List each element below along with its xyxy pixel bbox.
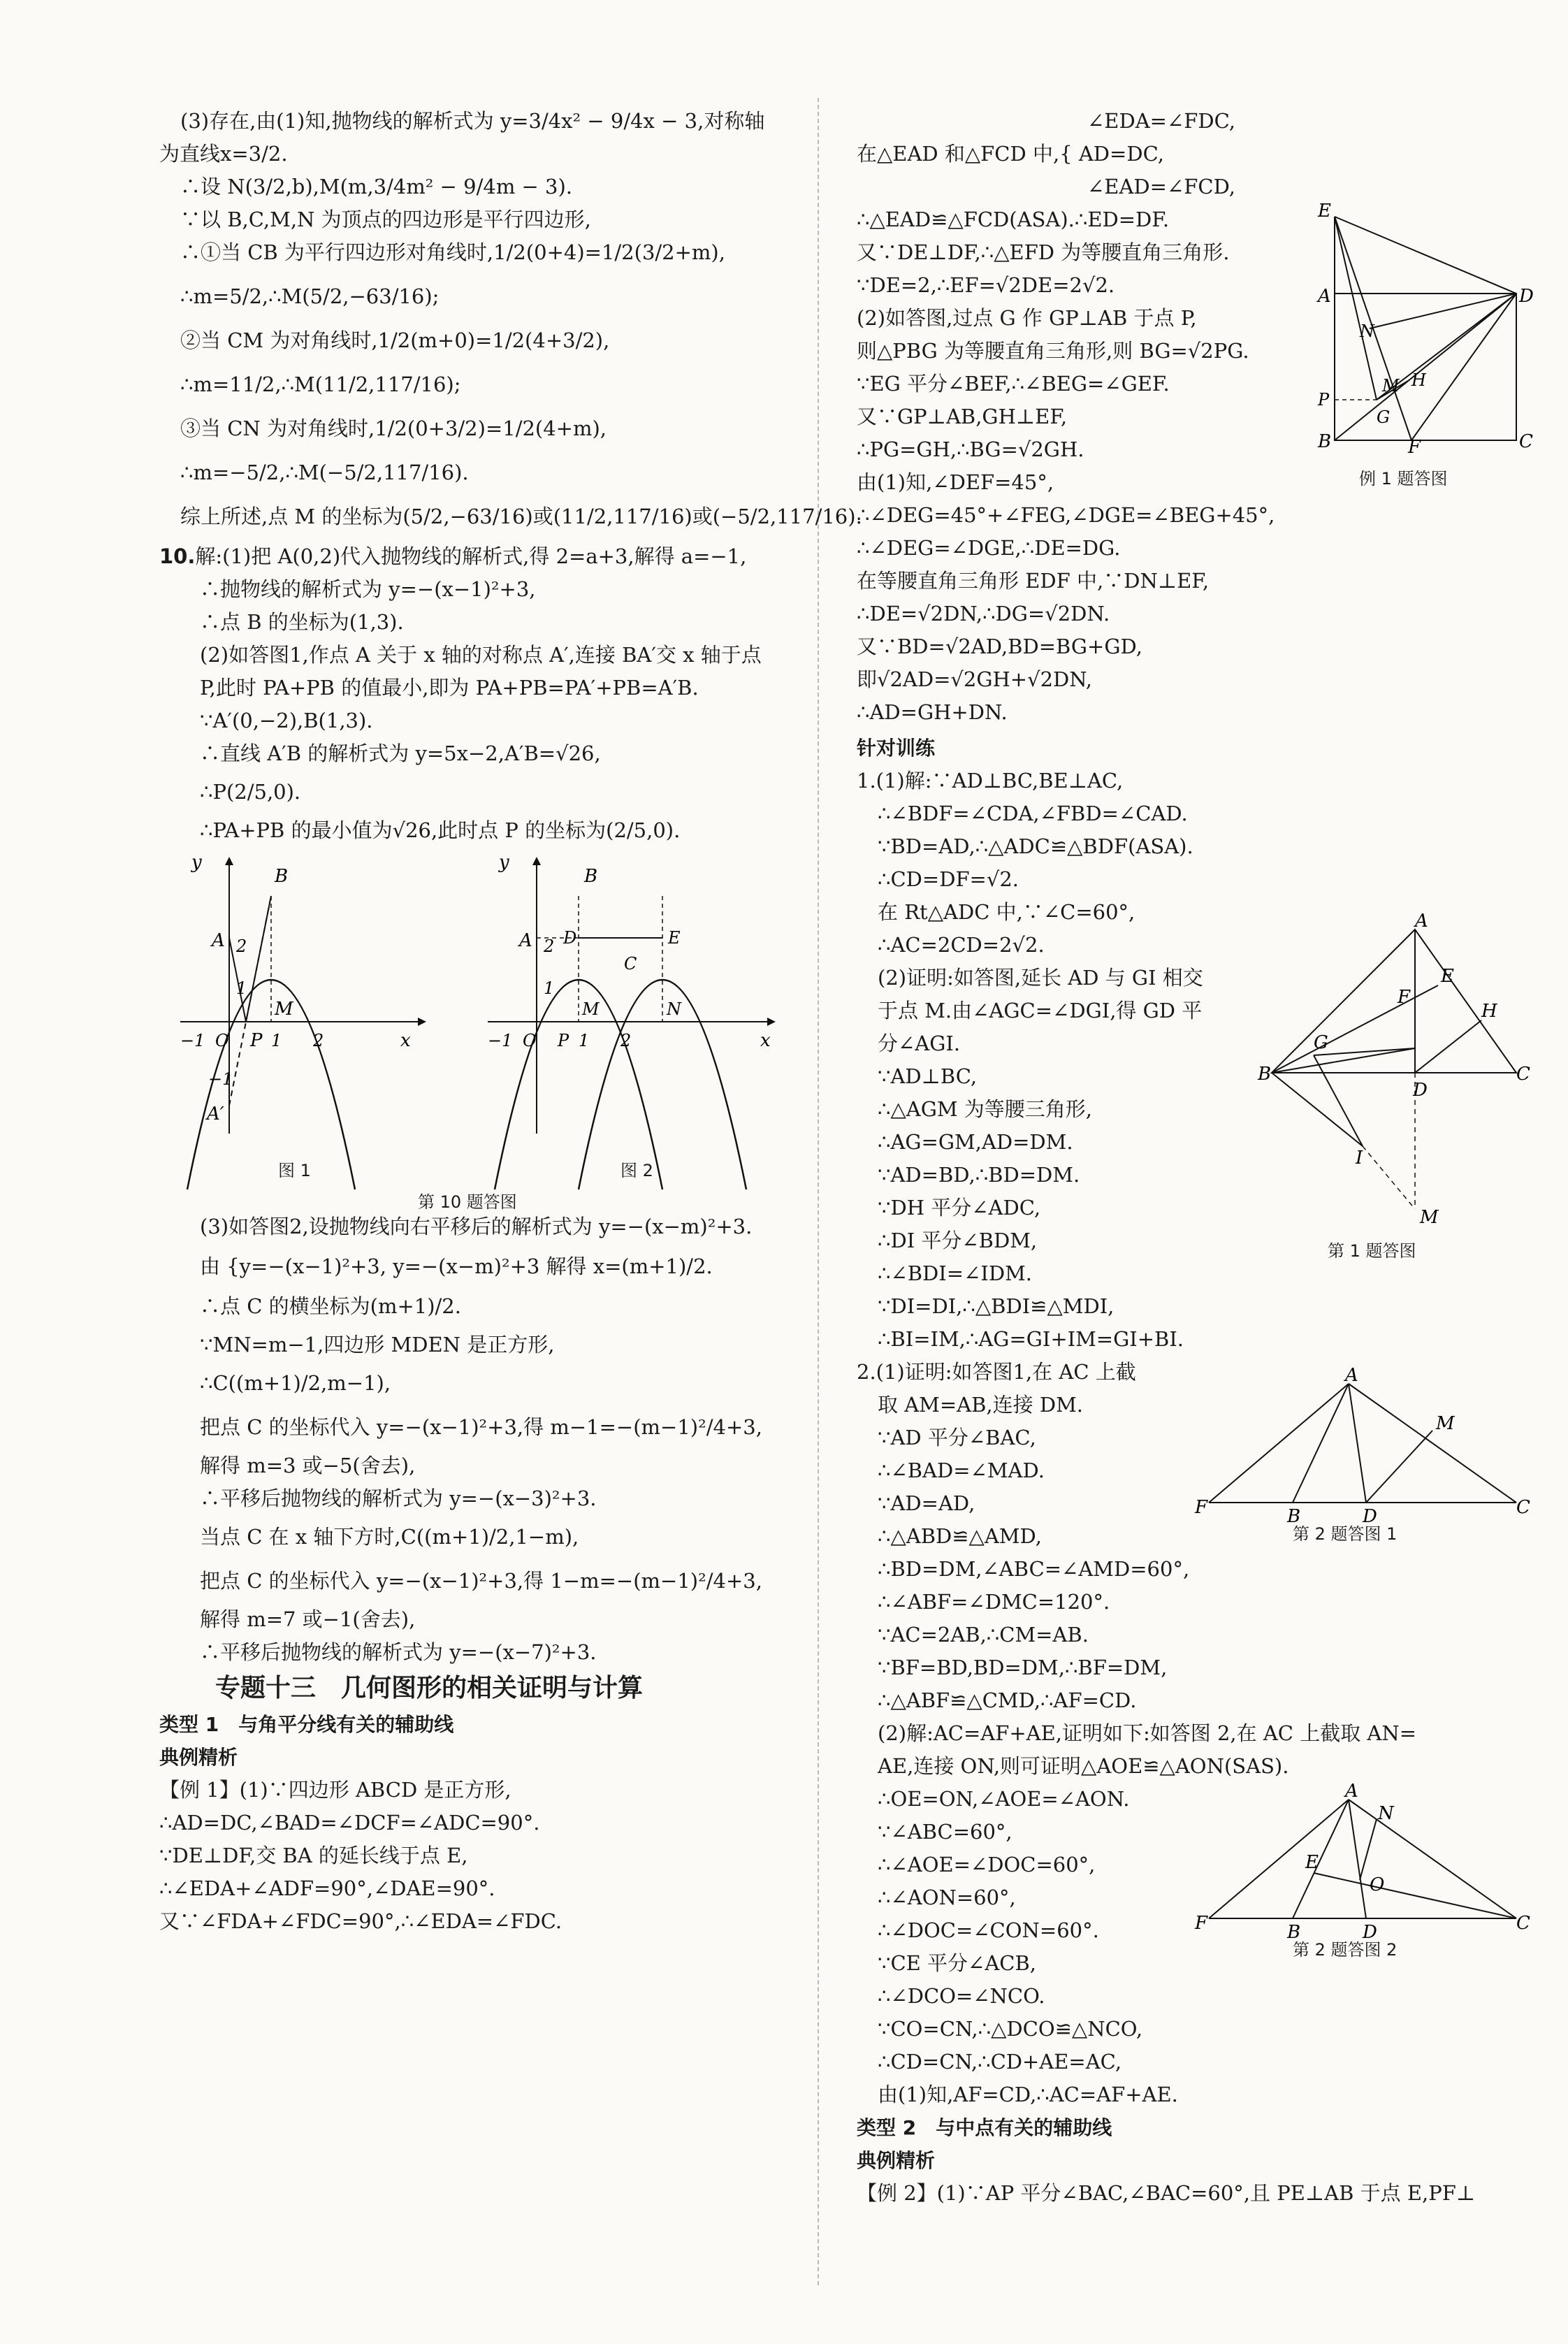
svg-text:1: 1 [236,978,247,998]
text-line: ∴△EAD≌△FCD(ASA).∴ED=DF. [857,208,1170,231]
svg-text:C: C [1516,1913,1530,1934]
svg-text:O: O [1370,1874,1385,1895]
svg-text:M: M [1436,1413,1455,1434]
text-line: 由(1)知,∠DEF=45°, [857,470,1054,494]
text-line: 综上所述,点 M 的坐标为(5/2,−63/16)或(11/2,117/16)或(−5/2,117/16). [180,505,862,528]
svg-text:G: G [1314,1032,1328,1053]
svg-text:B: B [584,866,598,887]
svg-text:E: E [1318,201,1331,222]
text-line: ∵AD=BD,∴BD=DM. [878,1163,1080,1187]
svg-text:D: D [1413,1080,1428,1101]
text-line: (2)证明:如答图,延长 AD 与 GI 相交 [878,966,1203,990]
text-line: ∴∠DCO=∠NCO. [878,1984,1045,2008]
question-10 [159,540,802,573]
text-line: 解:(1)把 A(0,2)代入抛物线的解析式,得 2=a+3,解得 a=−1, [195,544,747,568]
example-heading: 典例精析 [159,1746,238,1769]
svg-text:D: D [563,928,577,948]
left-column [159,105,862,1938]
text-line: ∴∠AON=60°, [878,1886,1016,1909]
figure-caption: 第 2 题答图 1 [1293,1524,1398,1544]
text-line: ∵AC=2AB,∴CM=AB. [878,1623,1089,1647]
text-line: ∴∠DEG=∠DGE,∴DE=DG. [857,536,1121,560]
text-line: 【例 2】(1)∵AP 平分∠BAC,∠BAC=60°,且 PE⊥AB 于点 E,PF⊥ [857,2181,1476,2205]
svg-text:y: y [191,852,202,873]
text-line: ∴∠BDI=∠IDM. [878,1261,1032,1285]
figure-caption: 第 10 题答图 [418,1192,517,1212]
text-line: ∵EG 平分∠BEF,∴∠BEG=∠GEF. [857,372,1170,396]
text-line: ∴∠BDF=∠CDA,∠FBD=∠CAD. [878,802,1188,825]
text-line: ∴∠AOE=∠DOC=60°, [878,1853,1096,1876]
svg-text:1: 1 [579,1031,590,1050]
text-line: 1.(1)解:∵AD⊥BC,BE⊥AC, [857,769,1124,793]
svg-text:2: 2 [236,936,247,956]
svg-text:B: B [275,866,289,887]
text-line: ∵以 B,C,M,N 为顶点的四边形是平行四边形, [180,208,591,231]
text-line: ∵DE⊥DF,交 BA 的延长线于点 E, [159,1844,468,1867]
text-line: ∴AD=GH+DN. [857,700,1008,724]
text-line: (2)如答图1,作点 A 关于 x 轴的对称点 A′,连接 BA′交 x 轴于点 [200,643,762,667]
svg-text:F: F [1195,1913,1208,1934]
svg-text:2: 2 [620,1031,632,1050]
svg-text:H: H [1411,370,1426,390]
text-line: (3)存在,由(1)知,抛物线的解析式为 y=3/4x² − 9/4x − 3,对称轴 [180,109,765,133]
svg-text:M: M [1382,376,1400,396]
text-line: ∵A′(0,−2),B(1,3). [200,709,373,732]
text-line: ∴点 C 的横坐标为(m+1)/2. [200,1294,461,1318]
text-line: ∴PG=GH,∴BG=√2GH. [857,437,1084,461]
svg-text:1: 1 [271,1031,282,1050]
q10-figures [159,847,802,1210]
text-line: (2)解:AC=AF+AE,证明如下:如答图 2,在 AC 上截取 AN= [878,1721,1417,1745]
svg-text:N: N [1378,1803,1394,1824]
text-line: 由(1)知,AF=CD,∴AC=AF+AE. [878,2083,1178,2106]
text-line: ∴DI 平分∠BDM, [878,1229,1038,1252]
q10-figure-2 [481,854,788,1148]
svg-text:A: A [519,930,532,951]
svg-text:H: H [1481,1001,1497,1022]
svg-text:E: E [1305,1852,1319,1873]
text-line: ∴AG=GM,AD=DM. [878,1130,1073,1154]
text-line: 把点 C 的坐标代入 y=−(x−1)²+3,得 1−m=−(m−1)²/4+3, [200,1569,762,1593]
text-line: 在 Rt△ADC 中,∵∠C=60°, [878,900,1135,924]
text-line: (2)如答图,过点 G 作 GP⊥AB 于点 P, [857,306,1197,330]
svg-text:−1: −1 [180,1031,205,1050]
text-line: ∵DE=2,∴EF=√2DE=2√2. [857,273,1115,297]
example-1-figure [1314,201,1534,458]
svg-text:O: O [523,1031,537,1050]
text-line: 又∵DE⊥DF,∴△EFD 为等腰直角三角形. [857,240,1230,264]
type-heading: 类型 1 与角平分线有关的辅助线 [159,1713,454,1736]
text-line: 【例 1】(1)∵四边形 ABCD 是正方形, [159,1778,511,1802]
text-line: (3)如答图2,设抛物线向右平移后的解析式为 y=−(x−m)²+3. [200,1215,753,1238]
svg-text:2: 2 [544,936,555,956]
text-line: AE,连接 ON,则可证明△AOE≌△AON(SAS). [878,1754,1289,1778]
example-heading: 典例精析 [857,2149,936,2172]
text-line: ∴△ABF≌△CMD,∴AF=CD. [878,1688,1137,1712]
text-line: ∴平移后抛物线的解析式为 y=−(x−3)²+3. [200,1486,597,1510]
q10-figure-1 [173,854,439,1148]
figure-caption: 图 1 [278,1161,311,1180]
text-line: ∴直线 A′B 的解析式为 y=5x−2,A′B=√26, [200,741,601,765]
text-line: ∵CE 平分∠ACB, [878,1951,1036,1975]
svg-text:B: B [1258,1064,1272,1085]
text-line: 由 {y=−(x−1)²+3, y=−(x−m)²+3 解得 x=(m+1)/2. [200,1254,713,1278]
svg-text:A: A [1318,286,1331,307]
svg-text:G: G [1377,407,1391,427]
svg-text:O: O [215,1031,229,1050]
svg-text:y: y [499,852,509,873]
text-line: ∴抛物线的解析式为 y=−(x−1)²+3, [200,577,536,601]
text-line: ∴平移后抛物线的解析式为 y=−(x−7)²+3. [200,1640,597,1664]
text-line: 于点 M.由∠AGC=∠DGI,得 GD 平 [878,999,1203,1022]
text-line: ③当 CN 为对角线时,1/2(0+3/2)=1/2(4+m), [180,417,607,440]
q2-figure-1 [1195,1365,1530,1527]
text-line: ∵∠ABC=60°, [878,1820,1012,1844]
svg-text:1: 1 [544,978,555,998]
svg-text:F: F [1195,1497,1208,1518]
figure-caption: 例 1 题答图 [1359,469,1448,489]
text-line: ∵AD 平分∠BAC, [878,1426,1036,1449]
text-line: ∴OE=ON,∠AOE=∠AON. [878,1787,1130,1811]
svg-text:B: B [1287,1922,1301,1943]
svg-text:F: F [1408,437,1421,458]
svg-text:C: C [1516,1497,1530,1518]
svg-text:P: P [1318,390,1330,410]
text-line: ∴m=11/2,∴M(11/2,117/16); [180,372,461,396]
text-line: 当点 C 在 x 轴下方时,C((m+1)/2,1−m), [200,1525,579,1549]
type-heading: 类型 2 与中点有关的辅助线 [857,2116,1112,2139]
svg-text:A: A [1345,1781,1358,1802]
text-line: ∵AD⊥BC, [878,1064,978,1088]
text-line: 在△EAD 和△FCD 中,{ AD=DC, [857,142,1164,166]
svg-text:D: D [1519,286,1534,307]
q1-figure [1258,911,1530,1230]
text-line: ∵BF=BD,BD=DM,∴BF=DM, [878,1656,1168,1679]
question-number: 10. [159,544,196,568]
text-line: 在等腰直角三角形 EDF 中,∵DN⊥EF, [857,569,1210,593]
svg-text:A: A [1415,911,1428,932]
svg-text:I: I [1356,1148,1363,1169]
svg-text:−1: −1 [488,1031,513,1050]
svg-text:M: M [582,999,600,1019]
svg-text:N: N [1360,321,1374,341]
text-line: ∴∠BAD=∠MAD. [878,1459,1045,1482]
text-line: ∴BI=IM,∴AG=GI+IM=GI+BI. [878,1327,1184,1351]
svg-text:D: D [1363,1922,1377,1943]
text-line: 解得 m=7 或−1(舍去), [200,1607,416,1631]
svg-text:C: C [1519,431,1533,452]
svg-text:x: x [400,1030,411,1051]
text-line: 2.(1)证明:如答图1,在 AC 上截 [857,1360,1136,1384]
text-line: ∵DI=DI,∴△BDI≌△MDI, [878,1294,1115,1318]
figure-caption: 第 1 题答图 [1328,1241,1416,1261]
text-line: ∴PA+PB 的最小值为√26,此时点 P 的坐标为(2/5,0). [200,818,681,842]
text-line: 又∵GP⊥AB,GH⊥EF, [857,405,1068,428]
svg-text:B: B [1287,1506,1301,1527]
column-divider [818,98,819,2285]
text-line: 又∵BD=√2AD,BD=BG+GD, [857,635,1142,658]
svg-text:N: N [667,999,681,1019]
text-line: 则△PBG 为等腰直角三角形,则 BG=√2PG. [857,339,1249,363]
svg-text:C: C [1516,1064,1530,1085]
text-line: ∵BD=AD,∴△ADC≌△BDF(ASA). [878,834,1193,858]
svg-text:C: C [624,954,637,974]
svg-text:A: A [1345,1365,1358,1386]
text-line: 为直线x=3/2. [159,142,288,166]
text-line: ∴∠EDA+∠ADF=90°,∠DAE=90°. [159,1876,495,1900]
svg-text:P: P [250,1030,263,1051]
svg-text:M: M [1420,1207,1439,1228]
text-line: ∴∠DOC=∠CON=60°. [878,1918,1099,1942]
text-line: ∴点 B 的坐标为(1,3). [200,610,404,634]
svg-text:P: P [558,1031,569,1050]
text-line: 解得 m=3 或−5(舍去), [200,1454,416,1477]
text-line: ∵MN=m−1,四边形 MDEN 是正方形, [200,1333,555,1357]
figure-caption: 第 2 题答图 2 [1293,1940,1398,1960]
svg-text:B: B [1318,431,1332,452]
text-line: ∴∠ABF=∠DMC=120°. [878,1590,1110,1614]
svg-text:−1: −1 [208,1069,233,1089]
text-line: 分∠AGI. [878,1032,961,1055]
text-line: 把点 C 的坐标代入 y=−(x−1)²+3,得 m−1=−(m−1)²/4+3, [200,1415,762,1439]
text-line: ∴DE=√2DN,∴DG=√2DN. [857,602,1110,625]
text-line: ∴△ABD≌△AMD, [878,1524,1042,1548]
text-line: ∴∠DEG=45°+∠FEG,∠DGE=∠BEG+45°, [857,503,1275,527]
svg-text:E: E [668,928,681,948]
text-line: P,此时 PA+PB 的值最小,即为 PA+PB=PA′+PB=A′B. [200,676,699,700]
section-title: 专题十三 几何图形的相关证明与计算 [215,1674,644,1702]
svg-text:F: F [1398,987,1411,1008]
text-line: ∴m=5/2,∴M(5/2,−63/16); [180,284,440,308]
svg-text:M: M [275,999,293,1020]
text-line: ∴CD=DF=√2. [878,867,1019,891]
text-line: ②当 CM 为对角线时,1/2(m+0)=1/2(4+3/2), [180,328,610,352]
text-line: ∵DH 平分∠ADC, [878,1196,1041,1220]
svg-text:2: 2 [313,1031,324,1050]
text-line: ∴AD=DC,∠BAD=∠DCF=∠ADC=90°. [159,1811,540,1835]
text-line: ∵CO=CN,∴△DCO≌△NCO, [878,2017,1143,2041]
svg-text:D: D [1363,1506,1377,1527]
svg-text:A′: A′ [207,1104,224,1124]
text-line: 取 AM=AB,连接 DM. [878,1393,1084,1417]
text-line: ∴①当 CB 为平行四边形对角线时,1/2(0+4)=1/2(3/2+m), [180,240,725,264]
text-line: ∴AC=2CD=2√2. [878,933,1045,957]
text-line: ∴m=−5/2,∴M(−5/2,117/16). [180,461,469,484]
text-line: ∴C((m+1)/2,m−1), [200,1371,391,1395]
svg-text:A: A [212,930,225,951]
text-line: 即√2AD=√2GH+√2DN, [857,667,1093,691]
text-line: 又∵∠FDA+∠FDC=90°,∴∠EDA=∠FDC. [159,1909,562,1933]
q2-figure-2 [1195,1781,1530,1943]
text-line: ∴P(2/5,0). [200,780,301,804]
text-line: ∠EAD=∠FCD, [1087,175,1236,198]
text-line: ∴△AGM 为等腰三角形, [878,1097,1092,1121]
text-line: ∴BD=DM,∠ABC=∠AMD=60°, [878,1557,1190,1581]
drill-heading: 针对训练 [857,737,936,760]
text-line: ∴CD=CN,∴CD+AE=AC, [878,2050,1122,2074]
svg-text:E: E [1441,966,1454,987]
figure-caption: 图 2 [620,1161,653,1180]
text-line: ∵AD=AD, [878,1491,975,1515]
text-line: ∠EDA=∠FDC, [1087,109,1236,133]
svg-text:x: x [760,1030,771,1051]
text-line: ∴设 N(3/2,b),M(m,3/4m² − 9/4m − 3). [180,175,573,198]
